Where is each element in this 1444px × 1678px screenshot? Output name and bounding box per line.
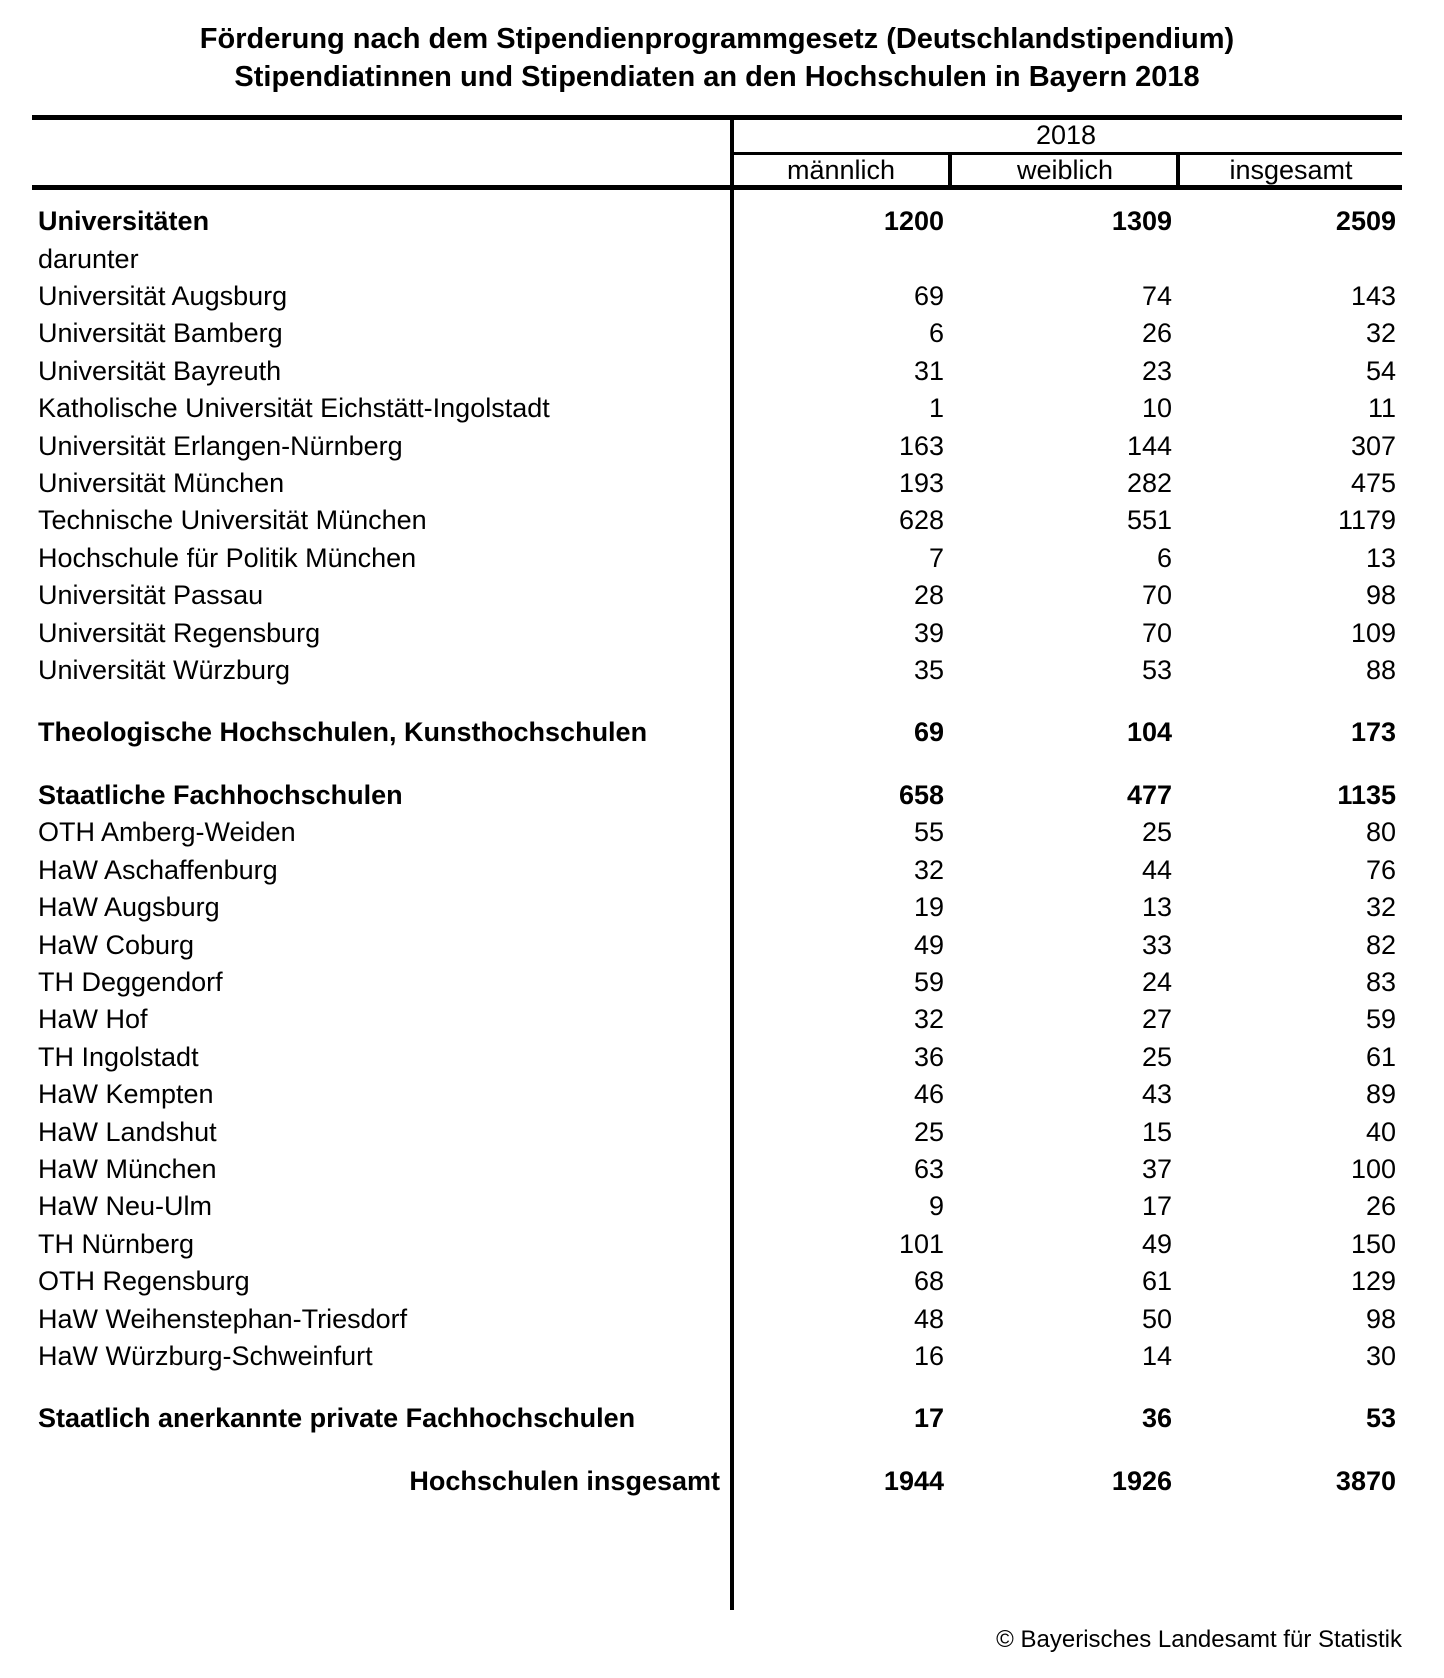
- value-maennlich: 48: [913, 1303, 944, 1334]
- value-maennlich: 35: [913, 655, 944, 686]
- value-weiblich: 6: [1156, 542, 1172, 573]
- value-weiblich: 23: [1141, 355, 1172, 386]
- section-spacer: [32, 1375, 1402, 1400]
- value-weiblich: 49: [1141, 1228, 1172, 1259]
- value-weiblich: 44: [1141, 854, 1172, 885]
- value-insgesamt: 80: [1365, 817, 1396, 848]
- row-label: Universität München: [38, 468, 285, 499]
- section-spacer: [32, 752, 1402, 777]
- value-insgesamt: 2509: [1335, 206, 1396, 237]
- value-weiblich: 70: [1141, 617, 1172, 648]
- row-label: Hochschule für Politik München: [38, 542, 417, 573]
- table-row: [32, 1338, 1402, 1375]
- value-weiblich: 50: [1141, 1303, 1172, 1334]
- row-label: Universität Augsburg: [38, 281, 288, 312]
- value-insgesamt: 59: [1365, 1004, 1396, 1035]
- value-insgesamt: 173: [1350, 717, 1396, 748]
- value-weiblich: 74: [1141, 281, 1172, 312]
- table-row: [32, 652, 1402, 689]
- row-label: Staatliche Fachhochschulen: [38, 779, 403, 810]
- section-spacer: [32, 689, 1402, 714]
- value-insgesamt: 61: [1365, 1041, 1396, 1072]
- value-maennlich: 32: [913, 854, 944, 885]
- value-maennlich: 55: [913, 817, 944, 848]
- copyright-notice: © Bayerisches Landesamt für Statistik: [996, 1626, 1402, 1653]
- value-weiblich: 43: [1141, 1079, 1172, 1110]
- table-row: [32, 1188, 1402, 1225]
- value-weiblich: 13: [1141, 892, 1172, 923]
- table-row: [32, 889, 1402, 926]
- value-weiblich: 14: [1141, 1340, 1172, 1371]
- table-row: [32, 540, 1402, 577]
- table-row: [32, 203, 1402, 240]
- value-insgesamt: 30: [1365, 1340, 1396, 1371]
- value-insgesamt: 1135: [1337, 779, 1396, 810]
- value-maennlich: 59: [913, 966, 944, 997]
- value-maennlich: 46: [913, 1079, 944, 1110]
- value-weiblich: 1926: [1111, 1465, 1172, 1496]
- row-label: TH Ingolstadt: [38, 1041, 199, 1072]
- row-label: Universitäten: [38, 206, 210, 237]
- value-maennlich: 28: [913, 580, 944, 611]
- row-label: HaW Landshut: [38, 1116, 217, 1147]
- table-row: [32, 814, 1402, 851]
- section-spacer: [32, 1438, 1402, 1463]
- value-maennlich: 1: [928, 393, 944, 424]
- row-label: Theologische Hochschulen, Kunsthochschulen: [38, 717, 648, 748]
- table-row: [32, 964, 1402, 1001]
- table-row: [32, 1151, 1402, 1188]
- value-weiblich: 61: [1141, 1266, 1172, 1297]
- row-label: Hochschulen insgesamt: [409, 1465, 720, 1496]
- value-maennlich: 9: [928, 1191, 944, 1222]
- value-maennlich: 17: [913, 1403, 944, 1434]
- row-label: TH Nürnberg: [38, 1228, 195, 1259]
- row-label: Universität Bamberg: [38, 318, 283, 349]
- row-label: TH Deggendorf: [38, 966, 223, 997]
- row-label: HaW Aschaffenburg: [38, 854, 278, 885]
- value-insgesamt: 98: [1365, 1303, 1396, 1334]
- table-row: [32, 1463, 1402, 1500]
- row-label: HaW Neu-Ulm: [38, 1191, 213, 1222]
- table-row: [32, 427, 1402, 464]
- value-weiblich: 104: [1126, 717, 1172, 748]
- row-label: Staatlich anerkannte private Fachhochschulen: [38, 1403, 636, 1434]
- table-row: [32, 852, 1402, 889]
- value-weiblich: 17: [1141, 1191, 1172, 1222]
- page-title-line2: Stipendiatinnen und Stipendiaten an den Hochschulen in Bayern 2018: [234, 61, 1200, 93]
- value-maennlich: 16: [913, 1340, 944, 1371]
- value-maennlich: 658: [898, 779, 944, 810]
- value-weiblich: 477: [1126, 779, 1172, 810]
- value-weiblich: 1309: [1111, 206, 1172, 237]
- table-row: [32, 1400, 1402, 1437]
- value-insgesamt: 150: [1350, 1228, 1396, 1259]
- value-insgesamt: 109: [1350, 617, 1396, 648]
- value-weiblich: 37: [1141, 1153, 1172, 1184]
- value-weiblich: 53: [1141, 655, 1172, 686]
- table-row: [32, 502, 1402, 539]
- value-insgesamt: 40: [1365, 1116, 1396, 1147]
- value-insgesamt: 307: [1350, 430, 1396, 461]
- table-row: [32, 714, 1402, 751]
- value-maennlich: 31: [913, 355, 944, 386]
- value-insgesamt: 89: [1365, 1079, 1396, 1110]
- value-maennlich: 1200: [883, 206, 944, 237]
- value-insgesamt: 11: [1367, 393, 1396, 424]
- value-insgesamt: 53: [1365, 1403, 1396, 1434]
- value-insgesamt: 3870: [1335, 1465, 1396, 1496]
- value-maennlich: 32: [913, 1004, 944, 1035]
- table-row: [32, 614, 1402, 651]
- table-row: [32, 777, 1402, 814]
- value-maennlich: 628: [898, 505, 944, 536]
- value-weiblich: 33: [1141, 929, 1172, 960]
- value-weiblich: 551: [1126, 505, 1172, 536]
- table-row: [32, 926, 1402, 963]
- value-maennlich: 36: [913, 1041, 944, 1072]
- row-label: HaW Augsburg: [38, 892, 220, 923]
- value-weiblich: 282: [1126, 468, 1172, 499]
- value-insgesamt: 82: [1365, 929, 1396, 960]
- row-label: OTH Regensburg: [38, 1266, 250, 1297]
- table-row: [32, 465, 1402, 502]
- value-weiblich: 24: [1141, 966, 1172, 997]
- row-label: HaW Coburg: [38, 929, 195, 960]
- table-row: [32, 240, 1402, 277]
- table-row: [32, 577, 1402, 614]
- row-label: HaW Kempten: [38, 1079, 214, 1110]
- value-maennlich: 69: [913, 717, 944, 748]
- value-insgesamt: 32: [1365, 892, 1396, 923]
- value-weiblich: 25: [1141, 1041, 1172, 1072]
- value-weiblich: 26: [1141, 318, 1172, 349]
- row-label: HaW Hof: [38, 1004, 148, 1035]
- value-insgesamt: 1179: [1337, 505, 1396, 536]
- row-label: darunter: [38, 243, 139, 274]
- value-weiblich: 36: [1141, 1403, 1172, 1434]
- row-label: Universität Regensburg: [38, 617, 321, 648]
- value-insgesamt: 98: [1365, 580, 1396, 611]
- column-header-weiblich: weiblich: [1016, 155, 1114, 185]
- value-maennlich: 39: [913, 617, 944, 648]
- value-maennlich: 49: [913, 929, 944, 960]
- value-maennlich: 163: [898, 430, 944, 461]
- value-insgesamt: 100: [1350, 1153, 1396, 1184]
- value-maennlich: 7: [928, 542, 944, 573]
- value-maennlich: 68: [913, 1266, 944, 1297]
- table-row: [32, 1263, 1402, 1300]
- row-label: HaW Weihenstephan-Triesdorf: [38, 1303, 408, 1334]
- value-maennlich: 1944: [883, 1465, 944, 1496]
- table-row: [32, 1300, 1402, 1337]
- value-insgesamt: 32: [1365, 318, 1396, 349]
- row-label: Universität Würzburg: [38, 655, 291, 686]
- column-header-maennlich: männlich: [786, 155, 896, 185]
- row-label: Katholische Universität Eichstätt-Ingolstadt: [38, 393, 550, 424]
- row-label: Universität Erlangen-Nürnberg: [38, 430, 403, 461]
- value-weiblich: 25: [1141, 817, 1172, 848]
- value-maennlich: 25: [913, 1116, 944, 1147]
- row-label: OTH Amberg-Weiden: [38, 817, 296, 848]
- row-label: Universität Bayreuth: [38, 355, 282, 386]
- table-body: [32, 190, 1402, 1500]
- value-insgesamt: 13: [1365, 542, 1396, 573]
- value-maennlich: 101: [898, 1228, 944, 1259]
- table-row: [32, 1076, 1402, 1113]
- value-maennlich: 19: [913, 892, 944, 923]
- page-title: [32, 20, 1402, 96]
- value-weiblich: 70: [1141, 580, 1172, 611]
- value-weiblich: 144: [1126, 430, 1172, 461]
- column-header-insgesamt: insgesamt: [1229, 155, 1353, 185]
- value-weiblich: 10: [1141, 393, 1172, 424]
- table-row: [32, 1226, 1402, 1263]
- value-insgesamt: 83: [1365, 966, 1396, 997]
- value-maennlich: 193: [898, 468, 944, 499]
- table-row: [32, 1001, 1402, 1038]
- table-row: [32, 1113, 1402, 1150]
- value-insgesamt: 76: [1365, 854, 1396, 885]
- table-row: [32, 1039, 1402, 1076]
- row-label: HaW Würzburg-Schweinfurt: [38, 1340, 373, 1371]
- value-insgesamt: 475: [1350, 468, 1396, 499]
- page-title-line1: Förderung nach dem Stipendienprogrammgesetz (Deutschlandstipendium): [199, 23, 1235, 55]
- table-row: [32, 390, 1402, 427]
- value-insgesamt: 26: [1365, 1191, 1396, 1222]
- value-insgesamt: 143: [1350, 281, 1396, 312]
- row-label: Universität Passau: [38, 580, 264, 611]
- value-weiblich: 15: [1141, 1116, 1172, 1147]
- table-row: [32, 315, 1402, 352]
- table-row: [32, 353, 1402, 390]
- row-label: HaW München: [38, 1153, 217, 1184]
- row-label: Technische Universität München: [38, 505, 427, 536]
- value-maennlich: 6: [928, 318, 944, 349]
- table-row: [32, 278, 1402, 315]
- value-insgesamt: 129: [1350, 1266, 1396, 1297]
- value-insgesamt: 54: [1365, 355, 1396, 386]
- column-separator-1: [948, 152, 952, 190]
- value-insgesamt: 88: [1365, 655, 1396, 686]
- value-maennlich: 63: [913, 1153, 944, 1184]
- value-maennlich: 69: [913, 281, 944, 312]
- value-weiblich: 27: [1141, 1004, 1172, 1035]
- year-header: 2018: [1035, 120, 1097, 150]
